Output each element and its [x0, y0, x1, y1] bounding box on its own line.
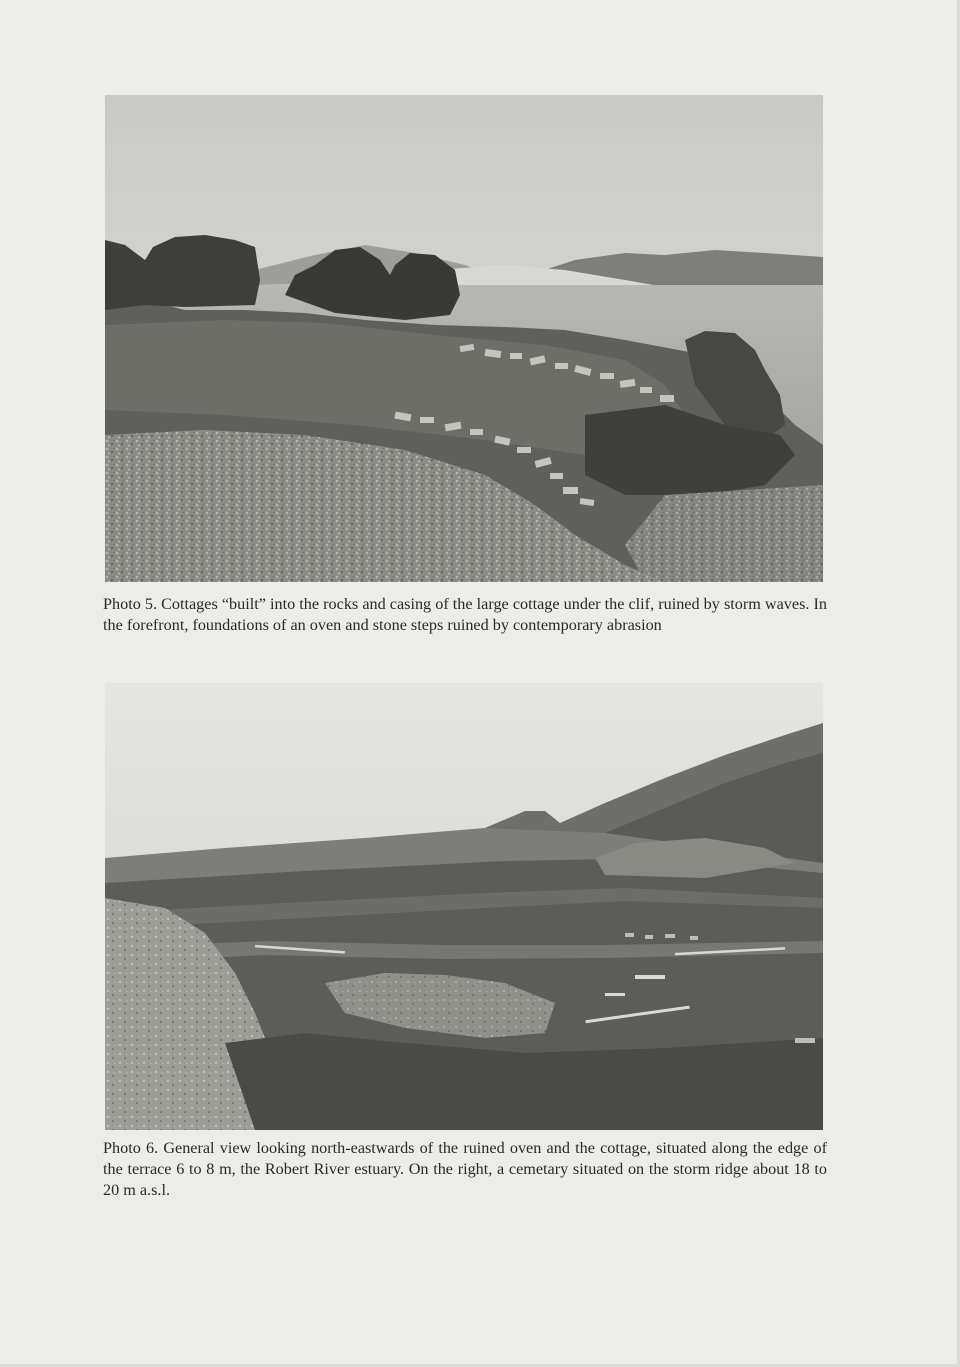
photo-6-caption: Photo 6. General view looking north-eastwards of the ruined oven and the cottage, situated along the edge of the terrace 6 to 8 m, the Robert River estuary. On the right, a cemetary situated on the storm ridge about 18 to 20 m a.s.l.: [103, 1139, 827, 1199]
photo-6-illustration: [105, 683, 823, 1130]
photo-5-illustration: [105, 95, 823, 582]
photo-5-image: [105, 95, 823, 582]
photo-5-caption: Photo 5. Cottages “built” into the rocks and casing of the large cottage under the clif, ruined by storm waves. In the forefront, foundations of an oven and stone steps ruined by contemporary abrasion: [103, 595, 827, 634]
photo-6-image: [105, 683, 823, 1130]
